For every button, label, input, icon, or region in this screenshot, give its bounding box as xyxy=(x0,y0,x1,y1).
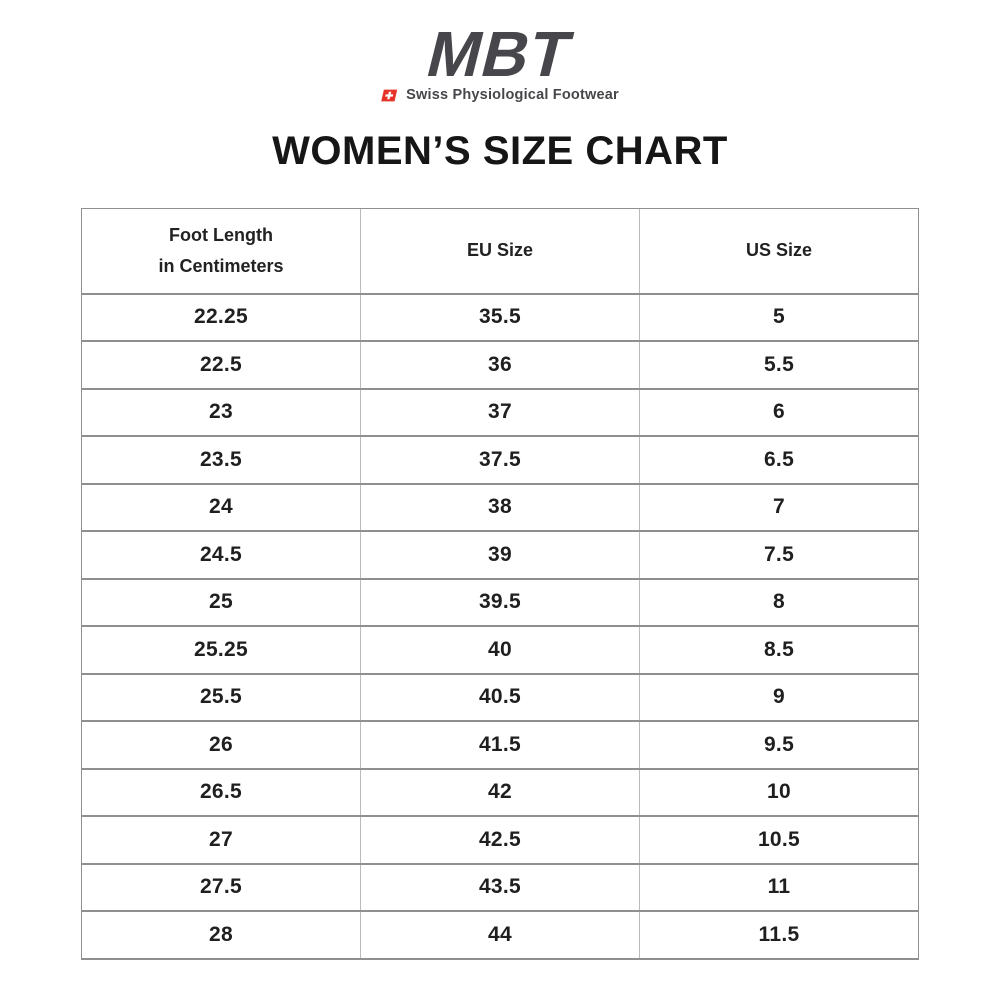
table-cell: 41.5 xyxy=(361,721,640,769)
table-row xyxy=(82,816,919,864)
table-cell: 40 xyxy=(361,626,640,674)
table-cell: 23.5 xyxy=(82,436,361,484)
table-cell: 5 xyxy=(640,294,919,342)
header-row xyxy=(82,209,919,294)
table-cell: 10.5 xyxy=(640,816,919,864)
table-cell: 26 xyxy=(82,721,361,769)
table-cell: 39 xyxy=(361,531,640,579)
size-table-body xyxy=(82,294,919,959)
table-row xyxy=(82,721,919,769)
brand-logo: MBT xyxy=(420,18,580,90)
swiss-flag-icon xyxy=(381,88,401,103)
table-row xyxy=(82,389,919,437)
size-table-head xyxy=(82,209,919,294)
table-cell: 9 xyxy=(640,674,919,722)
header-eu-size: EU Size xyxy=(361,209,640,294)
table-cell: 7 xyxy=(640,484,919,532)
table-cell: 42.5 xyxy=(361,816,640,864)
table-cell: 7.5 xyxy=(640,531,919,579)
table-cell: 27.5 xyxy=(82,864,361,912)
table-cell: 24.5 xyxy=(82,531,361,579)
brand-block xyxy=(0,0,1000,103)
table-cell: 28 xyxy=(82,911,361,959)
header-us-size: US Size xyxy=(640,209,919,294)
table-cell: 6 xyxy=(640,389,919,437)
table-cell: 37 xyxy=(361,389,640,437)
page-title: WOMEN’S SIZE CHART xyxy=(272,129,728,173)
header-foot-length-line2: in Centimeters xyxy=(158,255,284,276)
table-row xyxy=(82,436,919,484)
header-foot-length xyxy=(82,209,361,294)
table-cell: 24 xyxy=(82,484,361,532)
table-cell: 25 xyxy=(82,579,361,627)
table-cell: 10 xyxy=(640,769,919,817)
table-cell: 38 xyxy=(361,484,640,532)
table-cell: 42 xyxy=(361,769,640,817)
table-cell: 40.5 xyxy=(361,674,640,722)
table-row xyxy=(82,484,919,532)
table-row xyxy=(82,531,919,579)
table-row xyxy=(82,579,919,627)
table-cell: 27 xyxy=(82,816,361,864)
table-row xyxy=(82,864,919,912)
table-cell: 5.5 xyxy=(640,341,919,389)
table-cell: 26.5 xyxy=(82,769,361,817)
table-row xyxy=(82,911,919,959)
table-cell: 25.5 xyxy=(82,674,361,722)
table-cell: 43.5 xyxy=(361,864,640,912)
table-cell: 37.5 xyxy=(361,436,640,484)
table-cell: 11.5 xyxy=(640,911,919,959)
brand-tagline-text: Swiss Physiological Footwear xyxy=(406,87,619,103)
table-cell: 6.5 xyxy=(640,436,919,484)
header-foot-length-line1: Foot Length xyxy=(169,224,273,245)
table-row xyxy=(82,674,919,722)
table-cell: 9.5 xyxy=(640,721,919,769)
table-row xyxy=(82,341,919,389)
size-chart-table xyxy=(81,208,919,960)
table-row xyxy=(82,769,919,817)
table-cell: 11 xyxy=(640,864,919,912)
table-cell: 8 xyxy=(640,579,919,627)
table-row xyxy=(82,626,919,674)
table-row xyxy=(82,294,919,342)
table-cell: 35.5 xyxy=(361,294,640,342)
table-cell: 39.5 xyxy=(361,579,640,627)
table-cell: 8.5 xyxy=(640,626,919,674)
table-cell: 36 xyxy=(361,341,640,389)
table-cell: 44 xyxy=(361,911,640,959)
table-cell: 22.5 xyxy=(82,341,361,389)
table-cell: 22.25 xyxy=(82,294,361,342)
table-cell: 25.25 xyxy=(82,626,361,674)
table-cell: 23 xyxy=(82,389,361,437)
